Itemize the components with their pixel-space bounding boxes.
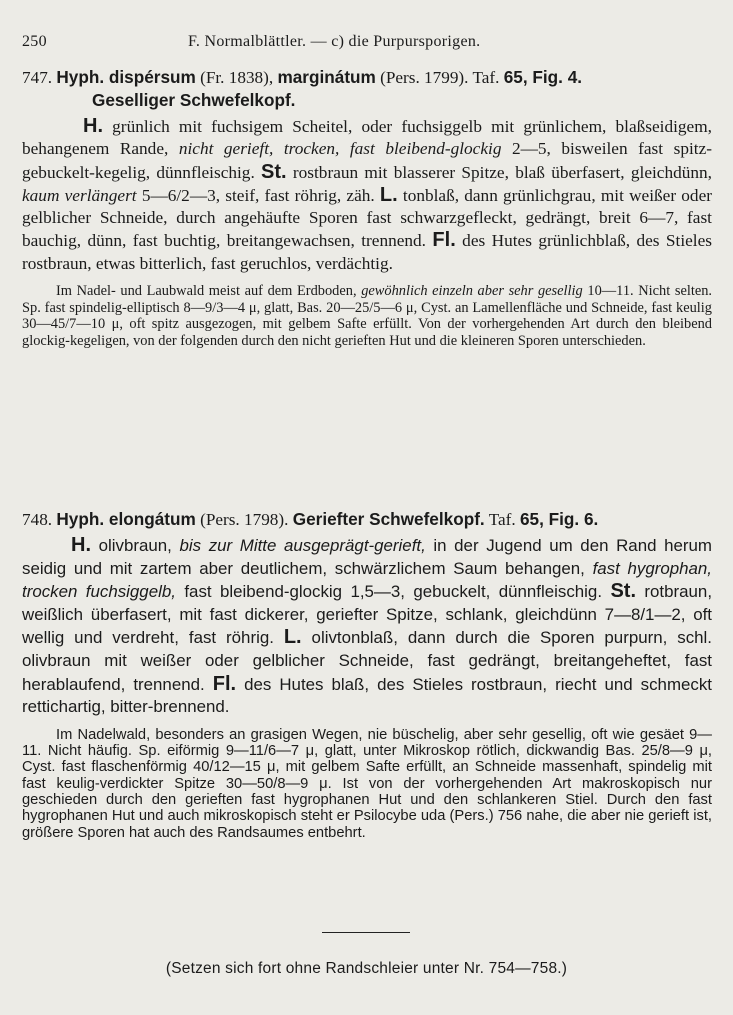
- entry-748-author1: (Pers. 1798).: [200, 510, 289, 529]
- entry-747-description: [22, 115, 712, 275]
- text-run: des Hutes grünlichblaß, des Stieles rostbraun, etwas bitterlich, fast geruchlos, verdächtig.: [22, 231, 712, 273]
- text-run: Im Nadelwald, besonders an grasigen Wegen, nie büschelig, aber sehr gesellig, oft wie gesäet 9—11. Nicht häufig. Sp. eiförmig 9—11/6—7 μ, glatt, unter Mikroskop rötlich, dickwandig Bas. 25/8—9 μ, Cyst. fast flaschenförmig 40/12—15 μ, mit gelbem Safte erfüllt, an Schneide massenhaft, spindelig mit fast keulig-verdickter Spitze 30—50/8—9 μ. Ist von der vorhergehenden Art makroskopisch nur geschieden durch den gerieften fast hygrophanen Hut und den schlankeren Stiel. Durch den fast hygrophanen Hut und auch mikroskopisch steht er Psilocybe uda (Pers.) 756 nahe, die aber nie gerieft ist, größere Sporen hat auch des Randsaumes entbehrt.: [22, 726, 712, 841]
- entry-748: [22, 508, 712, 841]
- entry-748-common-name: Geriefter Schwefelkopf.: [292, 509, 485, 529]
- entry-748-description: [22, 534, 712, 719]
- emphasis-text: gewöhnlich einzeln aber sehr gesellig: [361, 283, 583, 300]
- entry-747-author1: (Fr. 1838),: [200, 68, 274, 87]
- text-run: Im Nadel- und Laubwald meist auf dem Erdboden,: [56, 283, 362, 300]
- continuation-note: (Setzen sich fort ohne Randschleier unter Nr. 754—758.): [165, 960, 568, 977]
- entry-748-plate-num: 65, Fig. 6.: [519, 509, 599, 529]
- feature-keyword: Fl.: [212, 672, 237, 695]
- feature-keyword: H.: [71, 534, 91, 556]
- section-divider: [322, 932, 410, 933]
- entry-747-number: 747.: [22, 68, 53, 87]
- entry-747-note: [22, 283, 712, 349]
- emphasis-text: fast hygrophan, trocken fuchsiggelb,: [22, 558, 712, 602]
- text-run: grünlich mit fuchsigem Scheitel, oder fuchsiggelb mit grünlichem, blaßseidigem, behangenem Rande,: [22, 117, 712, 159]
- entry-747-plate-num: 65, Fig. 4.: [503, 67, 583, 87]
- text-run: fast bleibend-glockig 1,5—3, gebuckelt, dünnfleischig.: [175, 582, 611, 602]
- entry-748-plate: Taf.: [488, 510, 516, 529]
- emphasis-text: kaum verlängert: [22, 185, 137, 205]
- text-run: 5—6/2—3, steif, fast röhrig, zäh.: [136, 185, 380, 205]
- feature-keyword: L.: [379, 183, 398, 206]
- running-title: F. Normalblättler. — c) die Purpursporigen.: [188, 33, 481, 50]
- entry-747-plate: Taf.: [472, 68, 500, 87]
- text-run: 2—5, bisweilen fast spitz-gebuckelt-kegelig, dünnfleischig.: [22, 139, 712, 182]
- feature-keyword: St.: [261, 160, 287, 183]
- text-run: olivbraun,: [91, 536, 180, 555]
- text-run: rostbraun mit blasserer Spitze, blaß überfasert, gleichdünn,: [286, 162, 712, 182]
- entry-747-common-name: Geselliger Schwefelkopf.: [92, 90, 296, 110]
- page-number: 250: [22, 33, 47, 50]
- entry-747-title: [22, 66, 712, 112]
- feature-keyword: L.: [283, 626, 302, 649]
- entry-747: [22, 66, 712, 349]
- entry-747-synonym: marginátum: [277, 67, 376, 87]
- emphasis-text: bis zur Mitte ausgeprägt-gerieft,: [179, 536, 426, 555]
- entry-748-number: 748.: [22, 510, 53, 529]
- text-run: tonblaß, dann grünlichgrau, mit weißer oder gelblicher Schneide, durch angehäufte Sporen fast schwarzgefleckt, gedrängt, breit 6—7, fast bauchig, dünn, fast buchtig, breitangewachsen, trennend.: [22, 185, 712, 251]
- text-run: 10—11. Nicht selten. Sp. fast spindelig-elliptisch 8—9/3—4 μ, glatt, Bas. 20—25/5—6 μ, Cyst. an Lamellenfläche und Schneide, fast keulig 30—45/7—10 μ, oft spitz ausgezogen, mit gelbem Safte erfüllt. Von der vorhergehenden Art durch den bleibend glockig-kegeligen, von der folgenden durch den nicht gerieften Hut und die kleineren Sporen unterschieden.: [22, 283, 713, 349]
- entry-748-note: [22, 727, 712, 841]
- emphasis-text: nicht gerieft, trocken, fast bleibend-glockig: [178, 139, 502, 159]
- feature-keyword: H.: [83, 115, 103, 137]
- feature-keyword: St.: [610, 580, 636, 603]
- feature-keyword: Fl.: [432, 229, 456, 252]
- text-run: in der Jugend um den Rand herum seidig und mit zartem aber deutlichem, schwärzlichem Saum behangen,: [22, 536, 712, 578]
- text-run: des Hutes blaß, des Stieles rostbraun, riecht und schmeckt rettichartig, bitter-brennend.: [22, 674, 712, 717]
- entry-747-name: Hyph. dispérsum: [56, 67, 196, 87]
- page-header: [20, 33, 713, 55]
- entry-748-title: [22, 508, 712, 531]
- entry-747-author2: (Pers. 1799).: [380, 68, 469, 87]
- entry-748-name: Hyph. elongátum: [56, 509, 196, 529]
- text-run: olivtonblaß, dann durch die Sporen purpurn, schl. olivbraun mit weißer oder gelblicher Schneide, fast gedrängt, breitangeheftet, fast herablaufend, trennend.: [22, 628, 712, 694]
- text-run: rotbraun, weißlich überfasert, mit fast dickerer, geriefter Spitze, schlank, gleichdünn 7—8/1—2, oft wellig und verdreht, fast röhrig.: [22, 582, 713, 648]
